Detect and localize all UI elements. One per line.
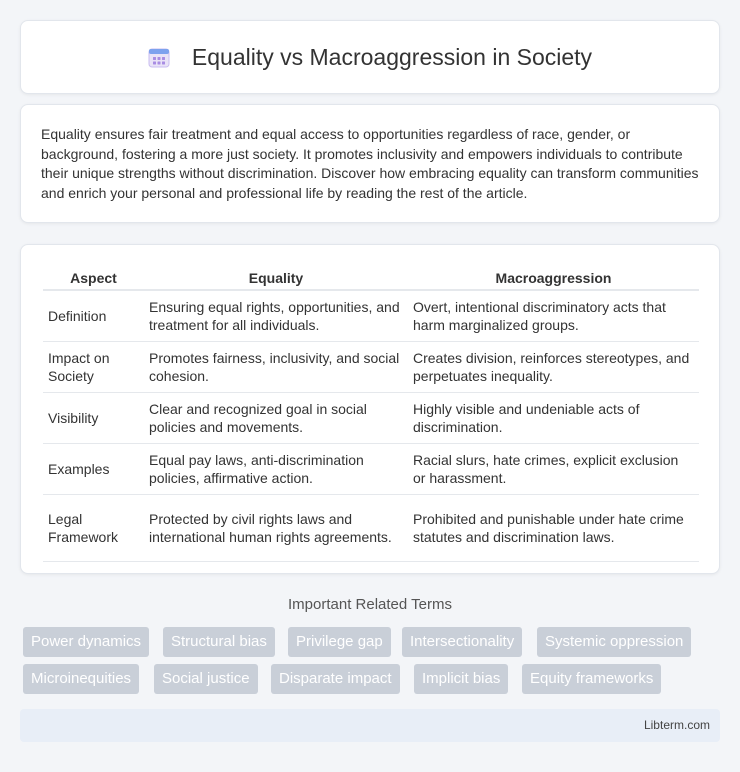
related-term-tag[interactable]: Structural bias: [163, 627, 275, 657]
related-terms-title: Important Related Terms: [288, 596, 452, 613]
row-macroaggression: Prohibited and punishable under hate crime statutes and discrimination laws.: [408, 495, 699, 562]
table-row: [43, 444, 699, 495]
row-equality: Clear and recognized goal in social policies and movements.: [144, 393, 408, 444]
related-term-tag[interactable]: Disparate impact: [271, 664, 400, 694]
intro-card: [20, 104, 720, 223]
related-term-tag[interactable]: Privilege gap: [288, 627, 391, 657]
row-aspect: Legal Framework: [43, 495, 144, 562]
row-equality: Promotes fairness, inclusivity, and social cohesion.: [144, 342, 408, 393]
row-macroaggression: Creates division, reinforces stereotypes, and perpetuates inequality.: [408, 342, 699, 393]
header-aspect: Aspect: [43, 265, 144, 290]
footer-site-link[interactable]: Libterm.com: [643, 718, 710, 732]
row-equality: Protected by civil rights laws and international human rights agreements.: [144, 495, 408, 562]
related-term-tag[interactable]: Microinequities: [23, 664, 139, 694]
header-card: [20, 20, 720, 94]
header-equality: Equality: [144, 265, 408, 290]
footer: [20, 709, 720, 742]
row-macroaggression: Overt, intentional discriminatory acts that harm marginalized groups.: [408, 290, 699, 342]
row-macroaggression: Racial slurs, hate crimes, explicit exclusion or harassment.: [408, 444, 699, 495]
related-term-tag[interactable]: Power dynamics: [23, 627, 149, 657]
related-term-tag[interactable]: Equity frameworks: [522, 664, 661, 694]
table-row: [43, 393, 699, 444]
table-row: [43, 290, 699, 342]
table-header-row: [43, 265, 699, 290]
related-term-tag[interactable]: Intersectionality: [402, 627, 522, 657]
row-equality: Equal pay laws, anti-discrimination policies, affirmative action.: [144, 444, 408, 495]
table-row: [43, 495, 699, 562]
related-term-tag[interactable]: Systemic oppression: [537, 627, 691, 657]
row-macroaggression: Highly visible and undeniable acts of discrimination.: [408, 393, 699, 444]
row-aspect: Definition: [43, 290, 144, 342]
intro-text: Equality ensures fair treatment and equal access to opportunities regardless of race, gender, or background, fostering a more just society. It promotes inclusivity and empowers individuals to contribute their unique strengths without discrimination. Discover how embracing equality can transform communities and enrich your personal and professional life by reading the rest of the article.: [41, 126, 699, 201]
row-equality: Ensuring equal rights, opportunities, and treatment for all individuals.: [144, 290, 408, 342]
row-aspect: Examples: [43, 444, 144, 495]
table-row: [43, 342, 699, 393]
related-term-tag[interactable]: Implicit bias: [414, 664, 508, 694]
page-title: Equality vs Macroaggression in Society: [191, 43, 593, 70]
comparison-table-card: [20, 244, 720, 574]
calendar-icon: [148, 46, 170, 68]
comparison-table: [43, 265, 699, 562]
row-aspect: Impact on Society: [43, 342, 144, 393]
row-aspect: Visibility: [43, 393, 144, 444]
header-macroaggression: Macroaggression: [408, 265, 699, 290]
related-term-tag[interactable]: Social justice: [154, 664, 258, 694]
